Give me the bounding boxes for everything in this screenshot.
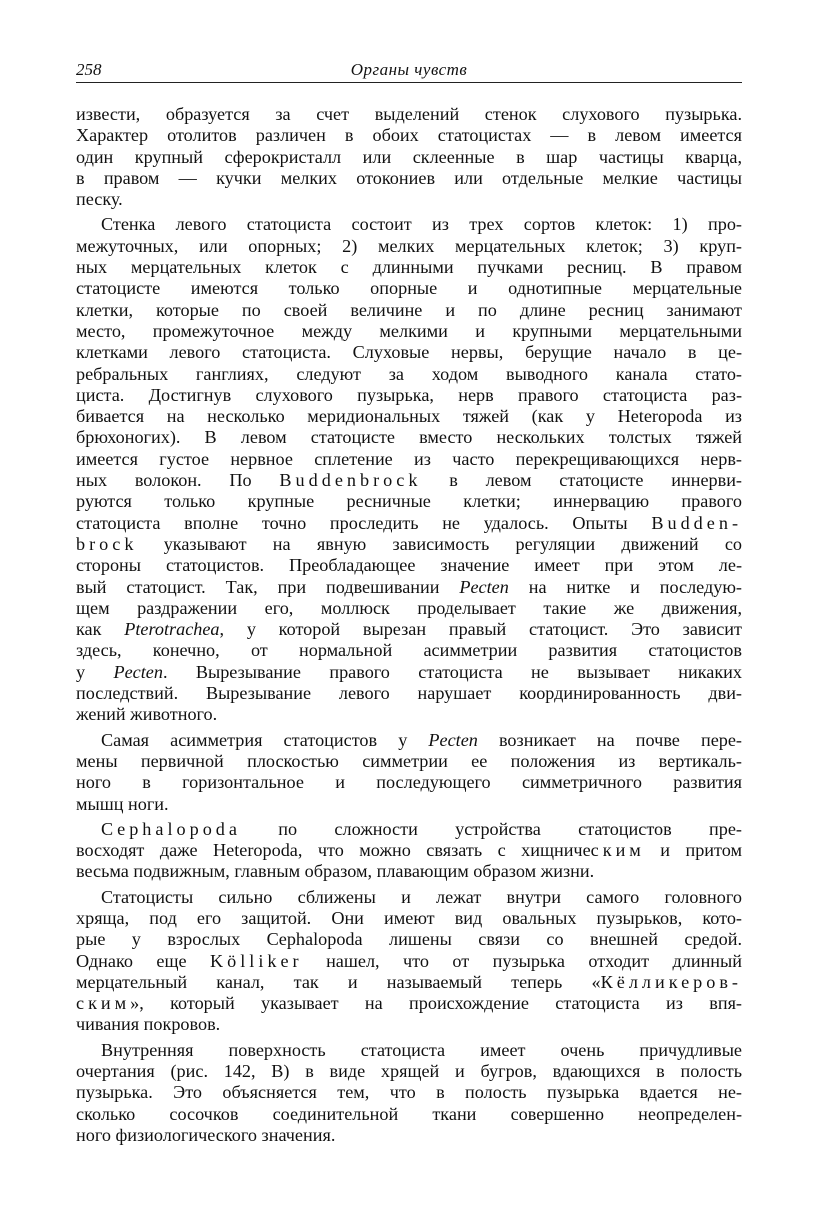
text-line: статоциста вполне точно проследить не удалось. Опыты Budden-: [76, 512, 742, 533]
text-line: стороны статоцистов. Преобладающее значение имеет при этом ле-: [76, 555, 742, 576]
text-line: мерцательный канал, так и называемый теперь «Кёлликеров-: [76, 971, 742, 992]
text-line: руются только крупные ресничные клетки; иннервацию правого: [76, 491, 742, 512]
text-line: ребральных ганглиях, следуют за ходом выводного канала стато-: [76, 363, 742, 384]
text-line: жений животного.: [76, 704, 218, 725]
text-line: клетками левого статоциста. Слуховые нервы, берущие начало в це-: [76, 342, 742, 363]
text-line: последствий. Вырезывание левого нарушает координированность дви-: [76, 683, 742, 704]
paragraph: [76, 1040, 742, 1146]
text-line: здесь, конечно, от нормальной асимметрии развития статоцистов: [76, 640, 742, 661]
text-line: место, промежуточное между мелкими и крупными мерцательными: [76, 320, 742, 341]
text-line: ским», который указывает на происхождение статоциста из впя-: [76, 993, 742, 1014]
page-number: 258: [76, 60, 102, 79]
text-line: очертания (рис. 142, B) в виде хрящей и бугров, вдающихся в полость: [76, 1061, 742, 1082]
text-line: Характер отолитов различен в обоих статоцистах — в левом имеется: [76, 125, 742, 146]
text-line: пузырька. Это объясняется тем, что в полость пузырька вдается не-: [76, 1082, 742, 1103]
text-line: клетки, которые по своей величине и по длине ресниц занимают: [76, 299, 742, 320]
text-line: щем раздражении его, моллюск проделывает такие же движения,: [76, 597, 742, 618]
text-line: как Pterotrachea, у которой вырезан правый статоцист. Это зависит: [76, 619, 742, 640]
text-line: Самая асимметрия статоцистов у Pecten возникает на почве пере-: [101, 729, 742, 750]
paragraph: [76, 887, 742, 1036]
text-line: хряща, под его защитой. Они имеют вид овальных пузырьков, кото-: [76, 907, 742, 928]
text-line: brock указывают на явную зависимость регуляции движений со: [76, 533, 742, 554]
text-line: Cephalopoda по сложности устройства статоцистов пре-: [101, 818, 742, 839]
text-line: ного физиологического значения.: [76, 1124, 336, 1145]
paragraph: [76, 730, 742, 815]
text-line: ных волокон. По Buddenbrock в левом статоцисте иннерви-: [76, 470, 742, 491]
text-line: восходят даже Heteropoda, что можно связать с хищническим и притом: [76, 840, 743, 861]
running-title: Органы чувств: [350, 60, 468, 79]
paragraph: [76, 104, 742, 210]
paragraph: [76, 214, 742, 725]
text-line: ных мерцательных клеток с длинными пучками ресниц. В правом: [76, 257, 742, 278]
text-line: циста. Достигнув слухового пузырька, нерв правого статоциста раз-: [76, 384, 742, 405]
text-line: у Pecten. Вырезывание правого статоциста не вызывает никаких: [76, 661, 743, 682]
text-line: имеется густое нервное сплетение из часто перекрещивающихся нерв-: [76, 448, 742, 469]
text-line: Внутренняя поверхность статоциста имеет очень причудливые: [101, 1039, 742, 1060]
body-text: [76, 104, 742, 1146]
text-line: в правом — кучки мелких отокониев или отдельные мелкие частицы: [76, 167, 742, 188]
text-line: бивается на несколько меридиональных тяжей (как у Heteropoda из: [76, 406, 742, 427]
text-line: межуточных, или опорных; 2) мелких мерцательных клеток; 3) круп-: [76, 235, 742, 256]
text-line: песку.: [76, 189, 123, 210]
page-header: [76, 60, 742, 83]
text-line: мышц ноги.: [76, 793, 169, 814]
text-line: весьма подвижным, главным образом, плавающим образом жизни.: [76, 861, 595, 882]
text-line: извести, образуется за счет выделений стенок слухового пузырька.: [76, 104, 742, 124]
text-line: рые у взрослых Cephalopoda лишены связи со внешней средой.: [76, 929, 742, 950]
text-line: Однако еще Kölliker нашел, что от пузырька отходит длинный: [76, 950, 742, 971]
paragraph: [76, 819, 742, 883]
text-line: Статоцисты сильно сближены и лежат внутри самого головного: [101, 886, 742, 907]
text-line: Стенка левого статоциста состоит из трех сортов клеток: 1) про-: [101, 214, 742, 235]
text-line: вый статоцист. Так, при подвешивании Pecten на нитке и последую-: [76, 576, 742, 597]
text-line: мены первичной плоскостью симметрии ее положения из вертикаль-: [76, 750, 742, 771]
text-line: один крупный сферокристалл или склеенные в шар частицы кварца,: [76, 146, 742, 167]
text-line: статоцисте имеются только опорные и однотипные мерцательные: [76, 278, 742, 299]
text-line: брюхоногих). В левом статоцисте вместо нескольких толстых тяжей: [76, 427, 742, 448]
text-line: чивания покровов.: [76, 1014, 221, 1035]
text-line: ного в горизонтальное и последующего симметричного развития: [76, 772, 742, 793]
text-line: сколько сосочков соединительной ткани совершенно неопределен-: [76, 1103, 742, 1124]
